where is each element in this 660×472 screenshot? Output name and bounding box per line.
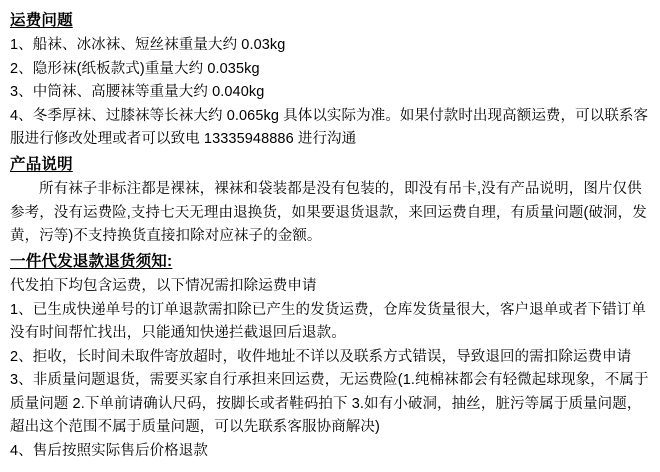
refund-item-2: 2、拒收，长时间未取件寄放超时，收件地址不详以及联系方式错误，导致退回的需扣除运费申请 [10,348,632,365]
refund-item-3: 3、非质量问题退货，需要买家自行承担来回运费，无运费险(1.纯棉袜都会有轻微起球现象，不属于质量问题 2.下单前请确认尺码，按脚长或者鞋码拍下 3.如有小破洞，抽丝，脏污等属于质量问题，超出这个范围不属于质量问题，可以先联系客服协商解决) [10,372,649,436]
section-title-shipping: 运费问题 [10,12,73,29]
shipping-item-1: 1、船袜、冰冰袜、短丝袜重量大约 0.03kg [10,37,286,54]
section-title-product: 产品说明 [10,155,73,173]
section-product-description [10,154,652,249]
product-description-paragraph: 所有袜子非标注都是裸袜，裸袜和袋装都是没有包装的，即没有吊卡,没有产品说明，图片仅供参考，没有运费险,支持七天无理由退换货，如果要退货退款，来回运费自理，有质量问题(破洞，发黄，污等)不支持换货直接扣除对应袜子的金额。 [10,181,647,245]
shipping-item-4: 4、冬季厚袜、过膝袜等长袜大约 0.065kg 具体以实际为准。如果付款时出现高额运费，可以联系客服进行修改处理或者可以致电 13335948886 进行沟通 [10,107,649,148]
refund-item-4: 4、售后按照实际售后价格退款 [10,442,208,459]
section-shipping [10,10,652,152]
refund-lead-text: 代发拍下均包含运费，以下情况需扣除运费申请 [10,278,317,295]
shipping-item-3: 3、中筒袜、高腰袜等重量大约 0.040kg [10,84,265,101]
shipping-item-2: 2、隐形袜(纸板款式)重量大约 0.035kg [10,60,260,77]
section-refund-policy [10,251,652,463]
section-title-refund: 一件代发退款退货须知: [10,252,173,270]
refund-item-1: 1、已生成快递单号的订单退款需扣除已产生的发货运费，仓库发货量很大，客户退单或者下错订单没有时间帮忙找出，只能通知快递拦截退回后退款。 [10,301,646,342]
